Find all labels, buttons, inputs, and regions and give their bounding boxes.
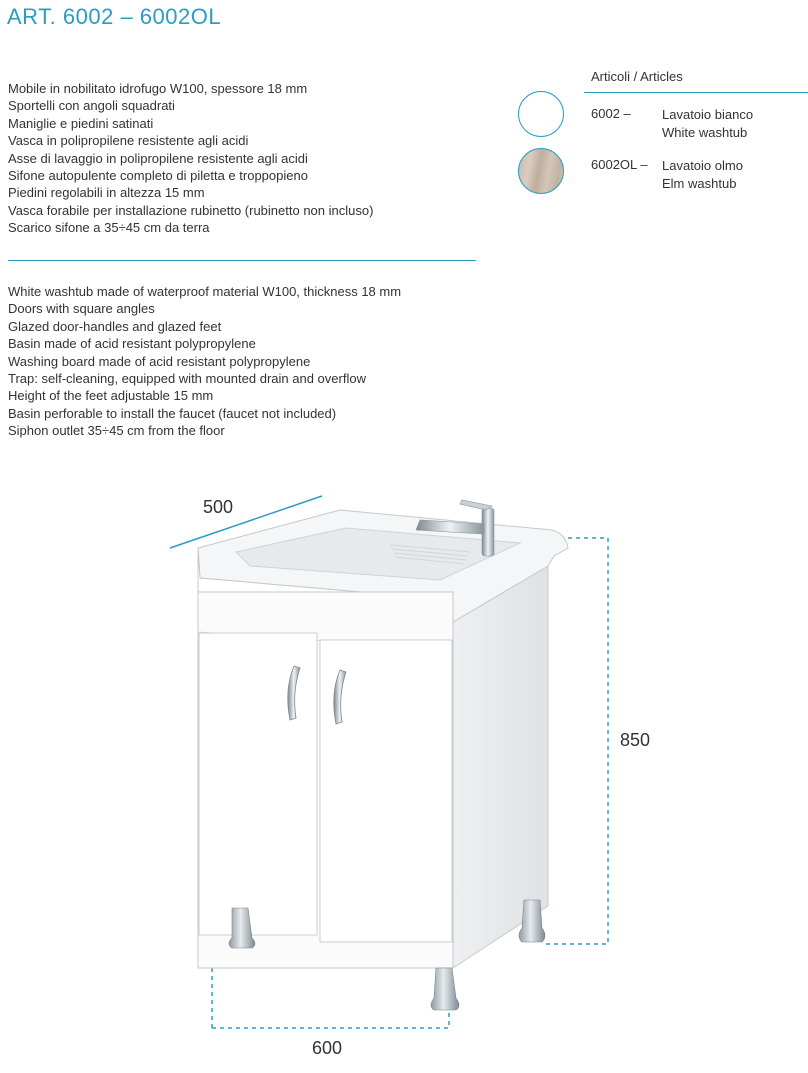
- description-line: Mobile in nobilitato idrofugo W100, spessore 18 mm: [8, 81, 308, 96]
- front-right-foot: [431, 968, 459, 1010]
- left-door: [199, 633, 317, 935]
- width-dimension-label: 600: [312, 1038, 343, 1058]
- article-code: 6002 –: [591, 106, 631, 121]
- depth-dimension-label: 500: [203, 497, 234, 517]
- page-title: ART. 6002 – 6002OL: [7, 4, 222, 29]
- description-line: Doors with square angles: [8, 301, 155, 317]
- height-dimension-line: [546, 538, 608, 944]
- article-description: [662, 157, 743, 193]
- elm-swatch: [518, 148, 564, 194]
- description-line: Basin made of acid resistant polypropylene: [8, 336, 256, 352]
- articles-divider: [584, 92, 808, 93]
- washtub-drawing: [160, 480, 630, 1040]
- description-line: Piedini regolabili in altezza 15 mm: [8, 185, 205, 201]
- description-line: Glazed door-handles and glazed feet: [8, 318, 222, 334]
- description-line: Maniglie e piedini satinati: [8, 115, 154, 131]
- article-desc-it: Lavatoio olmo: [662, 158, 743, 173]
- article-code: 6002OL –: [591, 157, 648, 172]
- description-line: Basin perforable to install the faucet (faucet not included): [8, 405, 337, 421]
- height-dimension-label: 850: [620, 730, 651, 750]
- articles-heading: Articoli / Articles: [591, 69, 683, 84]
- section-divider: [8, 260, 476, 261]
- description-line: White washtub made of waterproof material W100, thickness 18 mm: [8, 284, 402, 299]
- description-line: Washing board made of acid resistant polypropylene: [8, 353, 311, 369]
- italian-description: [8, 80, 373, 237]
- description-line: Sportelli con angoli squadrati: [8, 98, 175, 114]
- description-line: Asse di lavaggio in polipropilene resistente agli acidi: [8, 150, 308, 166]
- english-description: [8, 283, 401, 440]
- description-line: Trap: self-cleaning, equipped with mounted drain and overflow: [8, 371, 366, 387]
- article-desc-it: Lavatoio bianco: [662, 107, 754, 122]
- description-line: Vasca in polipropilene resistente agli acidi: [8, 133, 249, 149]
- description-line: Vasca forabile per installazione rubinetto (rubinetto non incluso): [8, 202, 374, 218]
- article-description: [662, 106, 753, 142]
- description-line: Siphon outlet 35÷45 cm from the floor: [8, 423, 225, 439]
- white-swatch: [518, 91, 564, 137]
- article-desc-en: White washtub: [662, 125, 748, 140]
- article-desc-en: Elm washtub: [662, 176, 737, 191]
- description-line: Sifone autopulente completo di piletta e troppopieno: [8, 168, 308, 184]
- description-line: Height of the feet adjustable 15 mm: [8, 388, 214, 404]
- description-line: Scarico sifone a 35÷45 cm da terra: [8, 220, 210, 236]
